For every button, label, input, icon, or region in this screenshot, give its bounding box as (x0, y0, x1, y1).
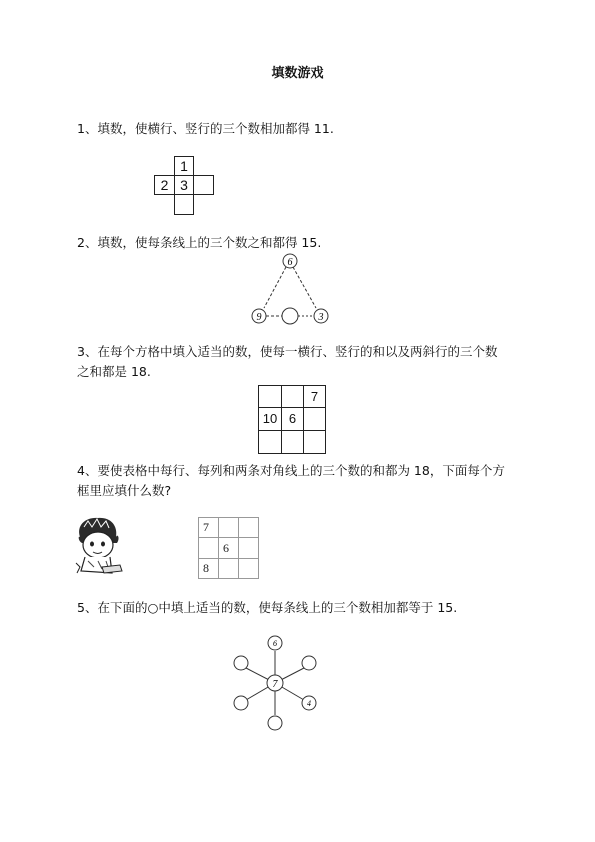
q1-cell-left: 2 (154, 175, 175, 195)
q5-label-top: 6 (273, 639, 277, 648)
q5-label-center: 7 (272, 679, 278, 690)
q4-cell (218, 558, 239, 579)
q3-cell: 6 (281, 407, 304, 431)
page-title: 填数游戏 (271, 66, 324, 81)
q3-cell: 7 (303, 385, 326, 408)
q2-label-bottom-right: 3 (318, 312, 324, 323)
q3-cell (303, 407, 326, 431)
question-4-text-line2: 框里应填什么数? (77, 483, 172, 498)
q5-circle-upper-right (302, 656, 316, 670)
q3-cell (281, 430, 304, 454)
question-3-text-line1: 3、在每个方格中填入适当的数，使每一横行、竖行的和以及两斜行的三个数 (77, 344, 498, 359)
q4-cell (238, 537, 259, 559)
q3-cell (258, 385, 282, 408)
q3-cell (258, 430, 282, 454)
q5-circle-upper-left (234, 656, 248, 670)
q3-cell (281, 385, 304, 408)
q4-cell (238, 517, 259, 538)
q2-label-top: 6 (287, 257, 293, 268)
q5-star-diagram (228, 632, 320, 732)
q4-cell (218, 517, 239, 538)
q4-cell (238, 558, 259, 579)
cartoon-boy-illustration (72, 515, 124, 577)
q5-circle-lower-left (234, 696, 248, 710)
q4-cell (198, 537, 219, 559)
q1-cell-right (193, 175, 214, 195)
q4-cell: 6 (218, 537, 239, 559)
q5-circle-bottom (268, 716, 282, 730)
question-1-text: 1、填数，使横行、竖行的三个数相加都得 11. (77, 121, 334, 136)
question-5-text: 5、在下面的○中填上适当的数，使每条线上的三个数相加都等于 15. (77, 600, 458, 615)
q1-cell-center: 3 (174, 175, 194, 195)
q1-cell-top: 1 (174, 156, 194, 176)
q4-cell: 7 (198, 517, 219, 538)
q2-triangle-diagram (248, 250, 332, 330)
question-2-text: 2、填数，使每条线上的三个数之和都得 15. (77, 235, 322, 250)
question-4-text-line1: 4、要使表格中每行、每列和两条对角线上的三个数的和都为 18，下面每个方 (77, 463, 505, 478)
q2-circle-bottom-middle (282, 308, 298, 324)
q2-label-bottom-left: 9 (256, 312, 262, 323)
q1-cell-bottom (174, 194, 194, 215)
q3-cell: 10 (258, 407, 282, 431)
q3-cell (303, 430, 326, 454)
q5-label-lower-right: 4 (307, 699, 311, 708)
question-3-text-line2: 之和都是 18. (77, 364, 151, 379)
q4-cell: 8 (198, 558, 219, 579)
